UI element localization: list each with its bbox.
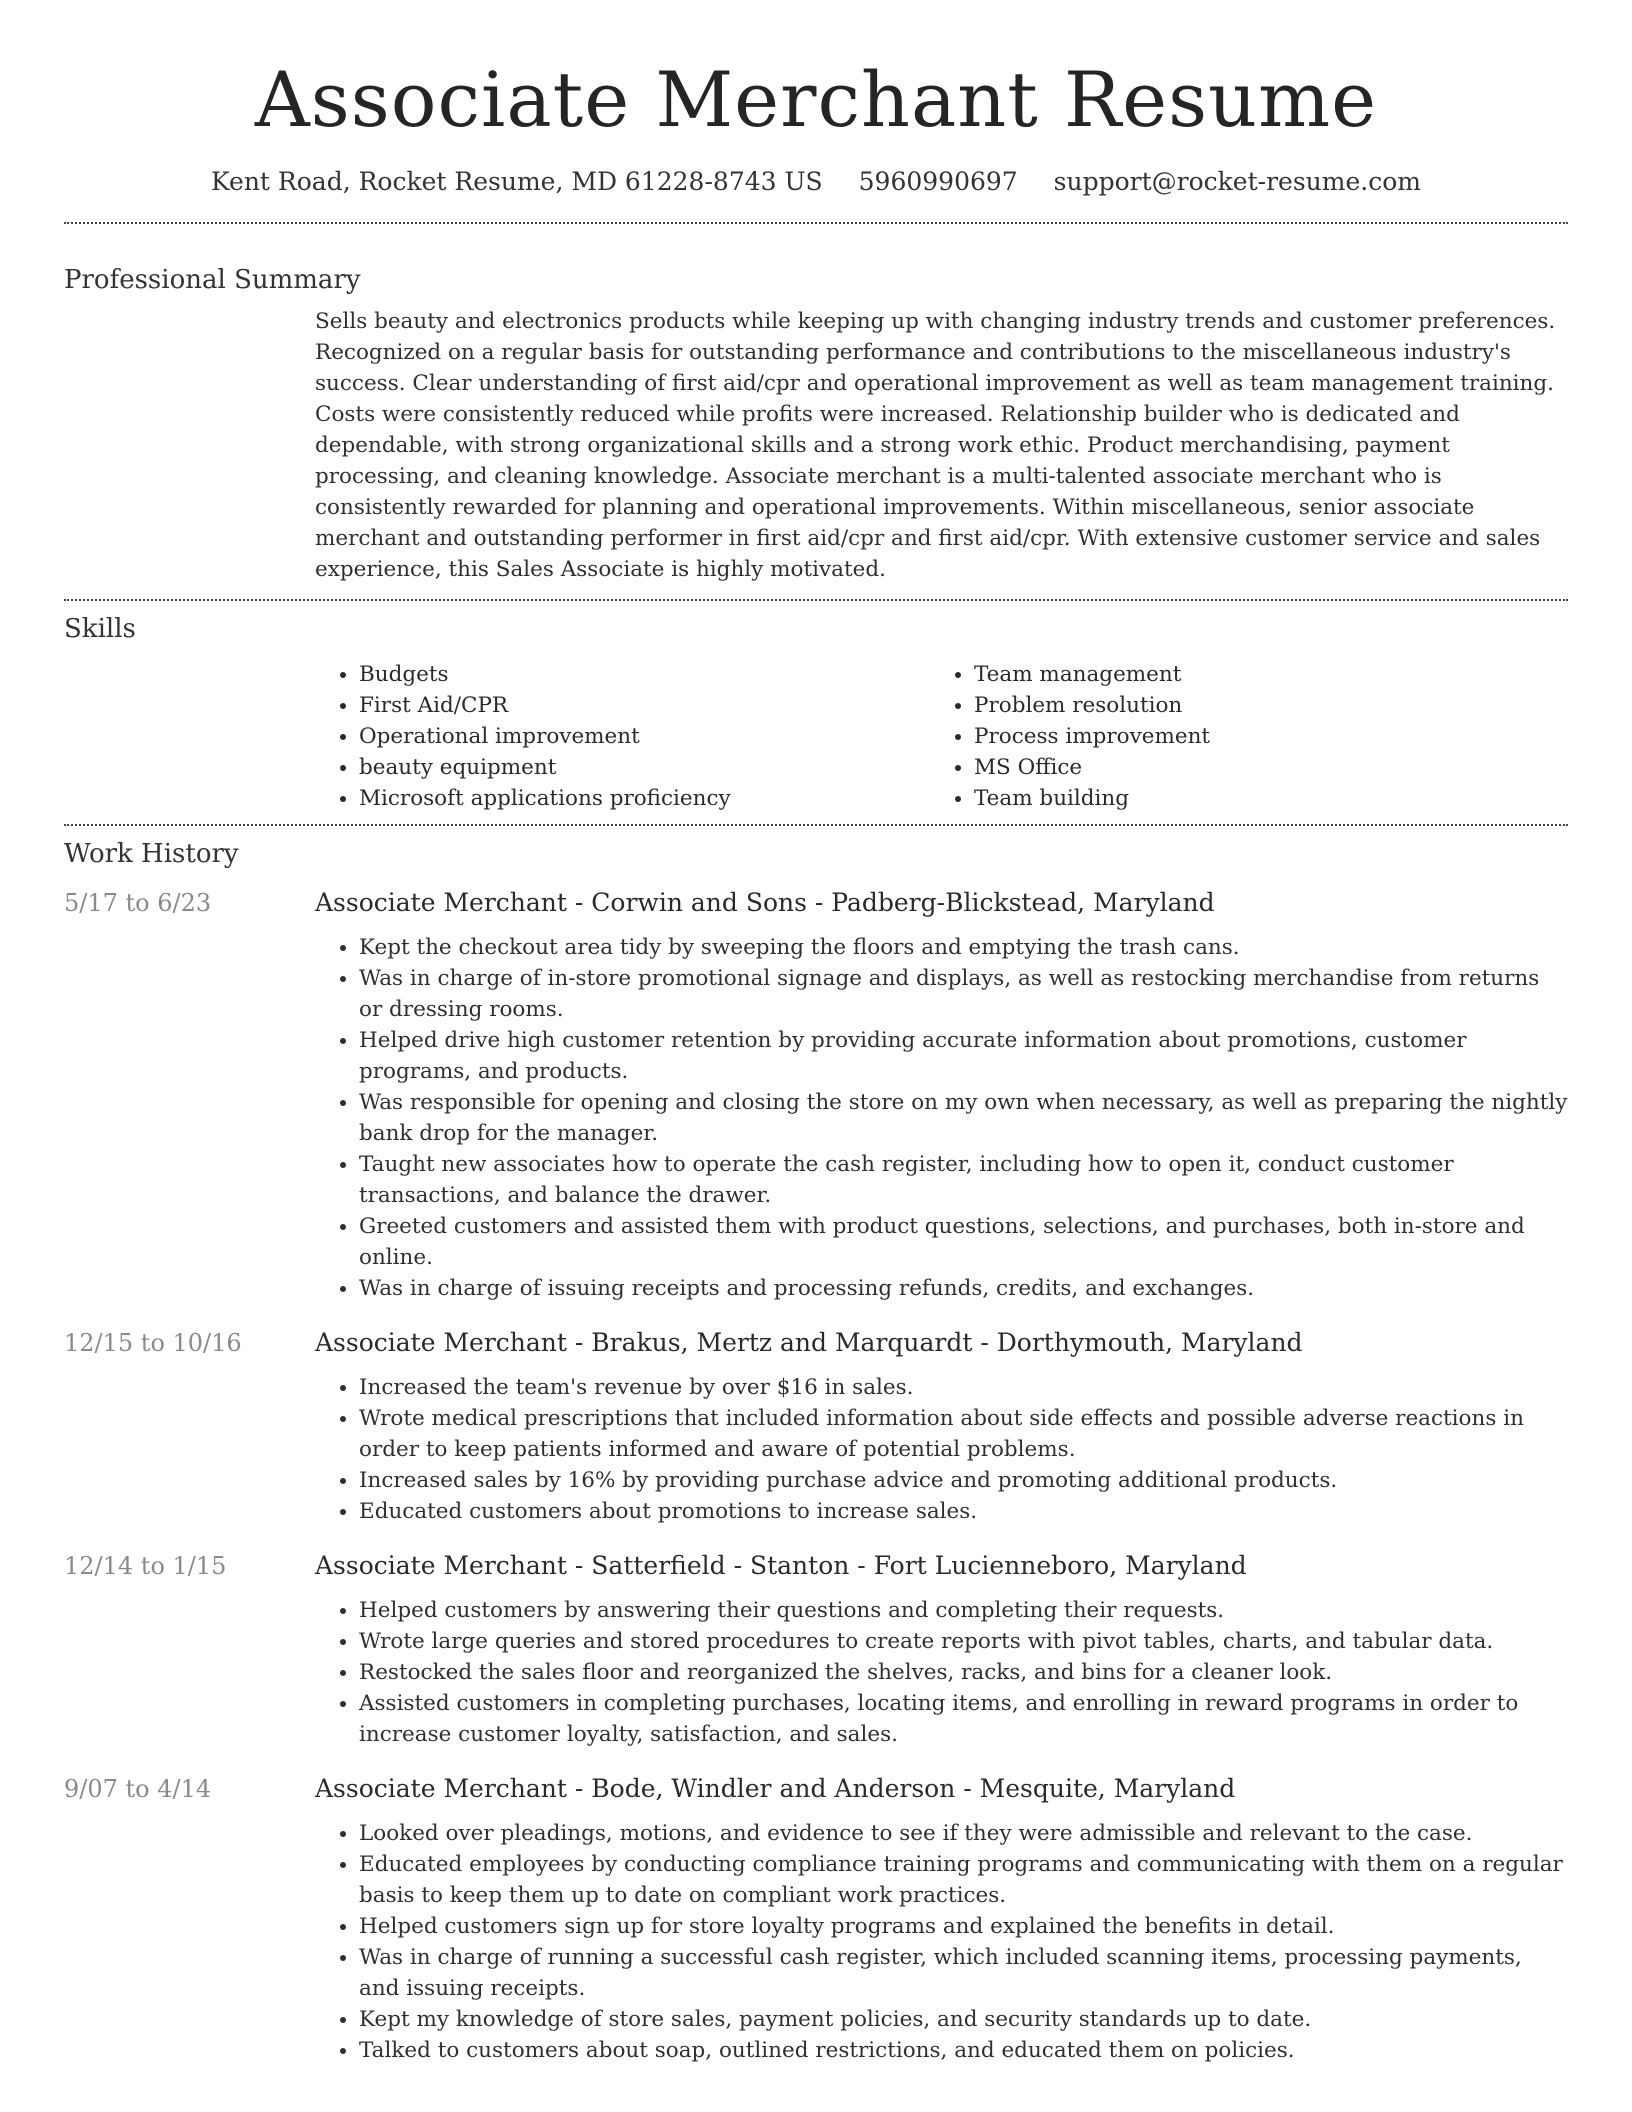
skill-item: • Problem resolution <box>974 690 1545 721</box>
job-entry <box>64 886 1568 1304</box>
skill-item: • beauty equipment <box>359 752 930 783</box>
job-bullet: • Taught new associates how to operate the cash register, including how to open it, conduct customer transactions, and balance the drawer. <box>359 1149 1568 1211</box>
skills-list-left <box>315 659 930 814</box>
job-bullet: • Was in charge of in-store promotional signage and displays, as well as restocking merchandise from returns or dressing rooms. <box>359 963 1568 1025</box>
summary-text: Sells beauty and electronics products while keeping up with changing industry trends and customer preferences. Recognized on a regular basis for outstanding performance and contributions to the miscellaneous industry's success. Clear understanding of first aid/cpr and operational improvement as well as team management training. Costs were consistently reduced while profits were increased. Relationship builder who is dedicated and dependable, with strong organizational skills and a strong work ethic. Product merchandising, payment processing, and cleaning knowledge. Associate merchant is a multi-talented associate merchant who is consistently rewarded for planning and operational improvements. Within miscellaneous, senior associate merchant and outstanding performer in first aid/cpr and first aid/cpr. With extensive customer service and sales experience, this Sales Associate is highly motivated. <box>315 309 1556 582</box>
job-title: Associate Merchant - Brakus, Mertz and Marquardt - Dorthymouth, Maryland <box>315 1328 1303 1357</box>
skills-section <box>64 601 1568 824</box>
job-bullet: • Was responsible for opening and closing the store on my own when necessary, as well as preparing the nightly bank drop for the manager. <box>359 1087 1568 1149</box>
job-entry <box>64 1326 1568 1527</box>
job-bullet: • Was in charge of running a successful cash register, which included scanning items, processing payments, and issuing receipts. <box>359 1942 1568 2004</box>
job-bullet: • Looked over pleadings, motions, and evidence to see if they were admissible and relevant to the case. <box>359 1818 1568 1849</box>
job-bullets <box>315 932 1568 1304</box>
contact-line <box>64 164 1568 200</box>
resume-page <box>64 0 1568 2066</box>
resume-title: Associate Merchant Resume <box>254 55 1378 144</box>
job-bullet: • Helped drive high customer retention by providing accurate information about promotions, customer programs, and products. <box>359 1025 1568 1087</box>
job-bullets <box>315 1595 1568 1750</box>
job-bullet: • Restocked the sales floor and reorganized the shelves, racks, and bins for a cleaner look. <box>359 1657 1568 1688</box>
job-dates: 12/14 to 1/15 <box>64 1552 227 1580</box>
job-dates: 9/07 to 4/14 <box>64 1775 212 1803</box>
job-bullet: • Increased the team's revenue by over $16 in sales. <box>359 1372 1568 1403</box>
skills-grid <box>315 659 1568 814</box>
job-bullet: • Greeted customers and assisted them with product questions, selections, and purchases, both in-store and online. <box>359 1211 1568 1273</box>
section-title: Professional Summary <box>64 265 361 295</box>
address: Kent Road, Rocket Resume, MD 61228-8743 US <box>211 167 823 196</box>
job-bullet: • Increased sales by 16% by providing purchase advice and promoting additional products. <box>359 1465 1568 1496</box>
job-entry <box>64 1549 1568 1750</box>
job-dates: 5/17 to 6/23 <box>64 889 212 917</box>
work-history-section <box>64 826 1568 2066</box>
job-dates: 12/15 to 10/16 <box>64 1329 242 1357</box>
section-title: Work History <box>64 839 239 869</box>
job-bullet: • Wrote medical prescriptions that included information about side effects and possible adverse reactions in order to keep patients informed and aware of potential problems. <box>359 1403 1568 1465</box>
job-bullet: • Educated employees by conducting compliance training programs and communicating with them on a regular basis to keep them up to date on compliant work practices. <box>359 1849 1568 1911</box>
email: support@rocket-resume.com <box>1053 167 1421 196</box>
job-bullet: • Was in charge of issuing receipts and processing refunds, credits, and exchanges. <box>359 1273 1568 1304</box>
skill-item: • MS Office <box>974 752 1545 783</box>
section-title: Skills <box>64 614 136 644</box>
job-bullets <box>315 1818 1568 2066</box>
skill-item: • Team management <box>974 659 1545 690</box>
job-entry <box>64 1772 1568 2066</box>
skill-item: • Process improvement <box>974 721 1545 752</box>
skill-item: • Operational improvement <box>359 721 930 752</box>
skill-item: • Microsoft applications proficiency <box>359 783 930 814</box>
skills-list-right <box>930 659 1545 814</box>
skill-item: • Team building <box>974 783 1545 814</box>
job-bullet: • Helped customers by answering their questions and completing their requests. <box>359 1595 1568 1626</box>
skill-item: • Budgets <box>359 659 930 690</box>
professional-summary-section <box>64 224 1568 599</box>
job-bullet: • Kept my knowledge of store sales, payment policies, and security standards up to date. <box>359 2004 1568 2035</box>
phone: 5960990697 <box>858 167 1018 196</box>
job-bullet: • Wrote large queries and stored procedures to create reports with pivot tables, charts, and tabular data. <box>359 1626 1568 1657</box>
job-bullets <box>315 1372 1568 1527</box>
job-title: Associate Merchant - Satterfield - Stanton - Fort Lucienneboro, Maryland <box>315 1551 1247 1580</box>
job-bullet: • Kept the checkout area tidy by sweeping the floors and emptying the trash cans. <box>359 932 1568 963</box>
job-title: Associate Merchant - Corwin and Sons - Padberg-Blickstead, Maryland <box>315 888 1215 917</box>
job-bullet: • Assisted customers in completing purchases, locating items, and enrolling in reward programs in order to increase customer loyalty, satisfaction, and sales. <box>359 1688 1568 1750</box>
job-bullet: • Educated customers about promotions to increase sales. <box>359 1496 1568 1527</box>
job-bullet: • Talked to customers about soap, outlined restrictions, and educated them on policies. <box>359 2035 1568 2066</box>
job-bullet: • Helped customers sign up for store loyalty programs and explained the benefits in detail. <box>359 1911 1568 1942</box>
job-title: Associate Merchant - Bode, Windler and Anderson - Mesquite, Maryland <box>315 1774 1236 1803</box>
skill-item: • First Aid/CPR <box>359 690 930 721</box>
